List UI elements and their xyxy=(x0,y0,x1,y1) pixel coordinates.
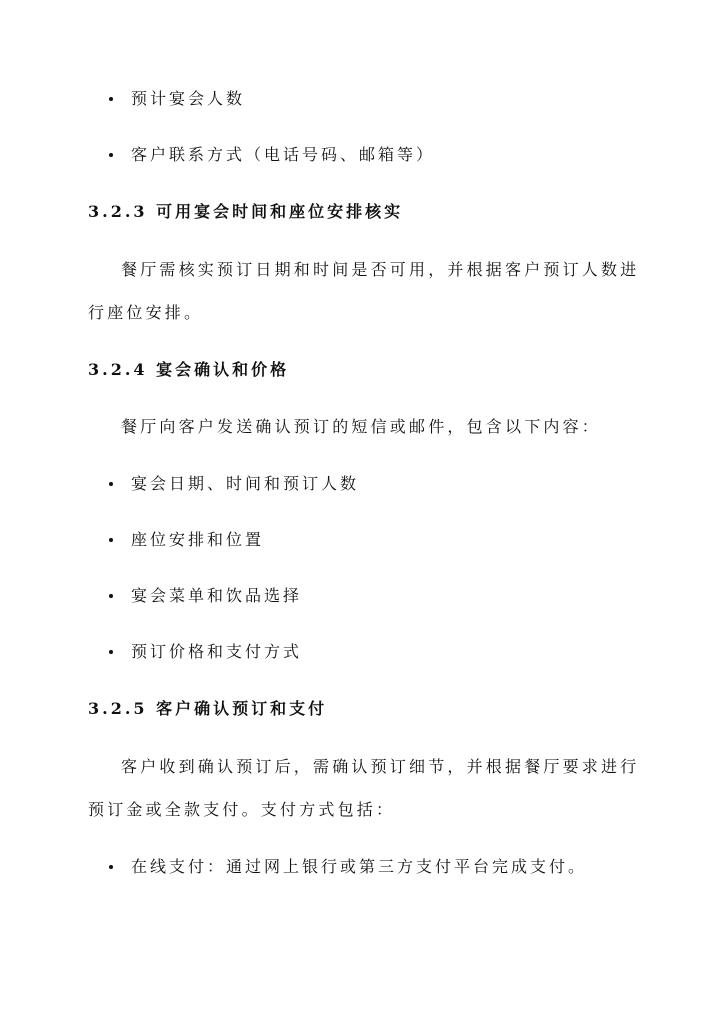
bullet-dot xyxy=(109,594,113,598)
list-item xyxy=(0,855,720,879)
paragraph-line: 客户收到确认预订后，需确认预订细节，并根据餐厅要求进行 xyxy=(121,757,640,776)
list-item-text: 座位安排和位置 xyxy=(131,530,265,549)
list-item xyxy=(0,143,720,167)
bullet-dot xyxy=(109,153,113,157)
paragraph-line: 预订金或全款支付。支付方式包括： xyxy=(88,800,396,819)
paragraph-line: 行座位安排。 xyxy=(88,303,204,322)
list-item-text: 宴会日期、时间和预订人数 xyxy=(131,474,360,493)
bullet-dot xyxy=(109,538,113,542)
list-item xyxy=(0,584,720,608)
list-item-text: 预订价格和支付方式 xyxy=(131,642,303,661)
section-heading-3-2-5: 3.2.5 客户确认预订和支付 xyxy=(88,699,328,718)
bullet-dot xyxy=(109,482,113,486)
list-item xyxy=(0,640,720,664)
list-item xyxy=(0,87,720,111)
list-item-text: 预计宴会人数 xyxy=(131,89,246,108)
list-item-text: 客户联系方式（电话号码、邮箱等） xyxy=(131,145,436,164)
bullet-dot xyxy=(109,97,113,101)
list-item xyxy=(0,528,720,552)
bullet-dot xyxy=(109,865,113,869)
list-item-text: 宴会菜单和饮品选择 xyxy=(131,586,303,605)
section-heading-3-2-3: 3.2.3 可用宴会时间和座位安排核实 xyxy=(88,202,404,221)
paragraph-line: 餐厅需核实预订日期和时间是否可用，并根据客户预订人数进 xyxy=(121,260,640,279)
list-item xyxy=(0,472,720,496)
bullet-dot xyxy=(109,650,113,654)
list-item-text: 在线支付：通过网上银行或第三方支付平台完成支付。 xyxy=(131,857,588,876)
paragraph-line: 餐厅向客户发送确认预订的短信或邮件，包含以下内容： xyxy=(121,417,602,436)
section-heading-3-2-4: 3.2.4 宴会确认和价格 xyxy=(88,360,290,379)
